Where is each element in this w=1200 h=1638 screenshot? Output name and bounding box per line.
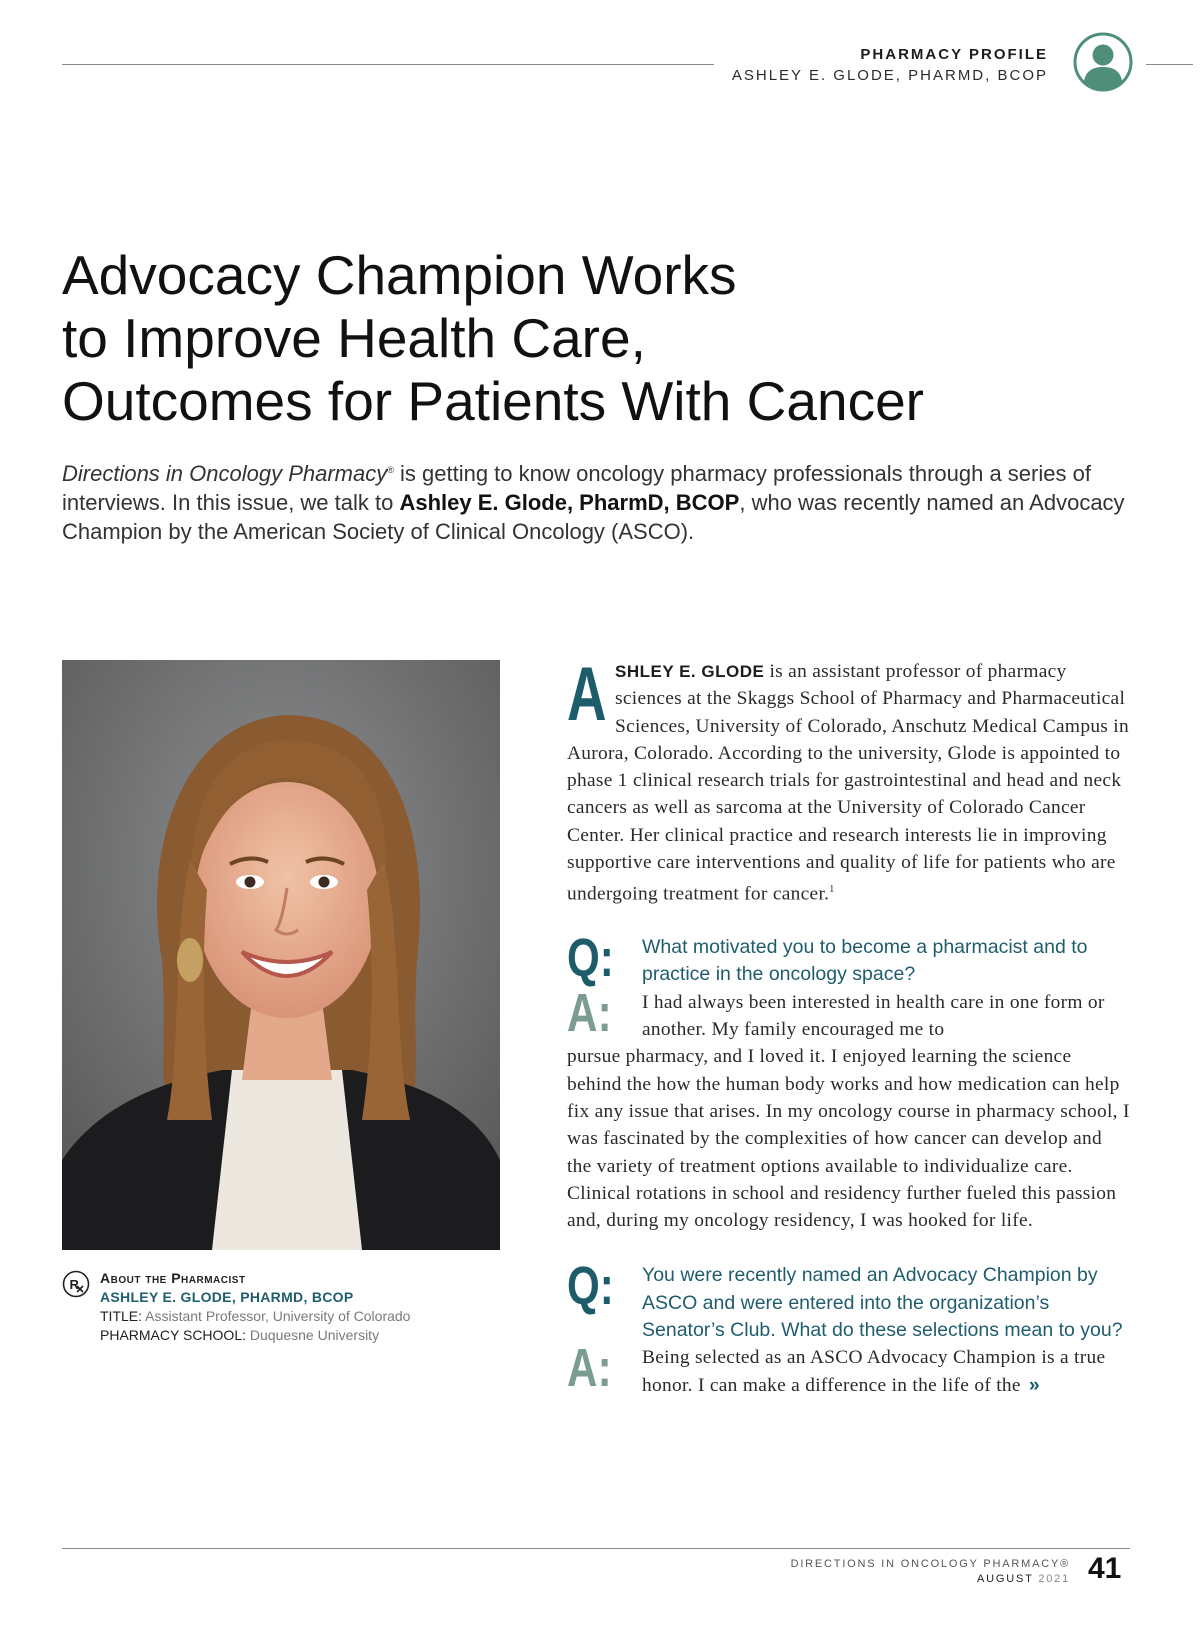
answer-first-text: I had always been interested in health care in one form or another. My family encouraged me to — [642, 991, 1105, 1041]
deck-text-a: is getting to know oncology pharmacy professionals through a series of interviews. In this issue, we talk to — [62, 461, 1091, 515]
continued-arrow-icon[interactable]: » — [1028, 1373, 1040, 1396]
school-label: PHARMACY SCHOOL: — [100, 1327, 246, 1343]
footer-month: AUGUST — [977, 1573, 1034, 1585]
title-value: Assistant Professor, University of Colorado — [145, 1308, 411, 1324]
svg-text:R: R — [69, 1277, 79, 1292]
answer-1 — [567, 982, 1130, 1235]
article-headline — [62, 244, 1142, 433]
answer-first-text: Being selected as an ASCO Advocacy Champion is a true honor. I can make a difference in the life of the — [642, 1347, 1106, 1396]
person-avatar-icon — [1073, 32, 1133, 92]
footer-info — [791, 1558, 1070, 1585]
qa-block-1 — [567, 928, 1130, 1234]
intro-body: is an assistant professor of pharmacy sciences at the Skaggs School of Pharmacy and Pharmaceutical Sciences, University of Colorado, Anschutz Medical Campus in Aurora, Colorado. According to the university, Glode is appointed to phase 1 clinical research trials for gastrointestinal and head and neck cancers as well as sarcoma at the University of Colorado Cancer Center. Her clinical practice and research interests lie in improving supportive care interventions and quality of life for patients who are undergoing treatment for cancer. — [567, 661, 1129, 905]
publication-name: Directions in Oncology Pharmacy — [62, 461, 388, 486]
headline-line-2: to Improve Health Care, — [62, 307, 646, 369]
title-label: TITLE: — [100, 1308, 143, 1324]
footer-year: 2021 — [1038, 1573, 1070, 1585]
answer-mark-label: A: — [567, 982, 612, 1043]
question-1 — [567, 928, 1130, 989]
page-number: 41 — [1088, 1552, 1122, 1585]
header-author: ASHLEY E. GLODE, PHARMD, BCOP — [731, 67, 1048, 84]
footer-rule — [62, 1548, 1130, 1549]
article-body — [567, 652, 1130, 1399]
question-mark-label: Q: — [567, 1256, 614, 1317]
section-label: PHARMACY PROFILE — [860, 46, 1048, 63]
article-deck — [62, 456, 1142, 546]
about-heading: About the Pharmacist — [100, 1270, 246, 1286]
about-title-row — [100, 1308, 520, 1324]
intro-paragraph — [567, 652, 1130, 908]
about-name: ASHLEY E. GLODE, PHARMD, BCOP — [100, 1289, 354, 1305]
interviewee-name: Ashley E. Glode, PharmD, BCOP — [399, 490, 740, 515]
reference-marker: 1 — [829, 884, 835, 896]
question-text: What motivated you to become a pharmacist and to practice in the oncology space? — [642, 936, 1088, 986]
answer-first-lines — [567, 982, 1130, 1044]
answer-2 — [567, 1338, 1130, 1399]
about-the-pharmacist — [100, 1270, 520, 1343]
school-value: Duquesne University — [249, 1327, 380, 1343]
drop-cap: A — [567, 652, 607, 737]
registered-mark: ® — [387, 465, 394, 475]
answer-first-lines — [567, 1338, 1130, 1399]
headline-line-3: Outcomes for Patients With Cancer — [62, 370, 924, 432]
about-school-row — [100, 1327, 520, 1343]
headline-line-1: Advocacy Champion Works — [62, 244, 737, 306]
header-rule-left — [62, 64, 714, 65]
question-2 — [567, 1256, 1130, 1344]
qa-block-2 — [567, 1256, 1130, 1399]
question-mark-label: Q: — [567, 928, 614, 989]
rx-icon — [62, 1270, 90, 1298]
portrait-illustration — [62, 660, 500, 1250]
running-header — [732, 46, 1048, 84]
footer-publication: DIRECTIONS IN ONCOLOGY PHARMACY® — [790, 1558, 1070, 1570]
answer-rest-text: pursue pharmacy, and I loved it. I enjoyed learning the science behind the how the human body works and how medication can help fix any issue that arises. In my oncology course in pharmacy school, I was fascinated by the complexities of how cancer can develop and the variety of treatment options available to individualize care. Clinical rotations in school and residency further fueled this passion and, during my oncology residency, I was hooked for life. — [567, 1046, 1130, 1232]
question-text: You were recently named an Advocacy Champion by ASCO and were entered into the organization’s Senator’s Club. What do these selections mean to you? — [642, 1264, 1123, 1341]
footer-date — [791, 1573, 1070, 1585]
answer-mark-label: A: — [567, 1338, 612, 1399]
header-rule-right — [1146, 64, 1193, 65]
lead-in: SHLEY E. GLODE — [615, 662, 765, 681]
pharmacist-portrait-photo — [62, 660, 500, 1250]
deck-text-b: , who was recently named an Advocacy Champion by the American Society of Clinical Oncology (ASCO). — [62, 490, 1125, 544]
